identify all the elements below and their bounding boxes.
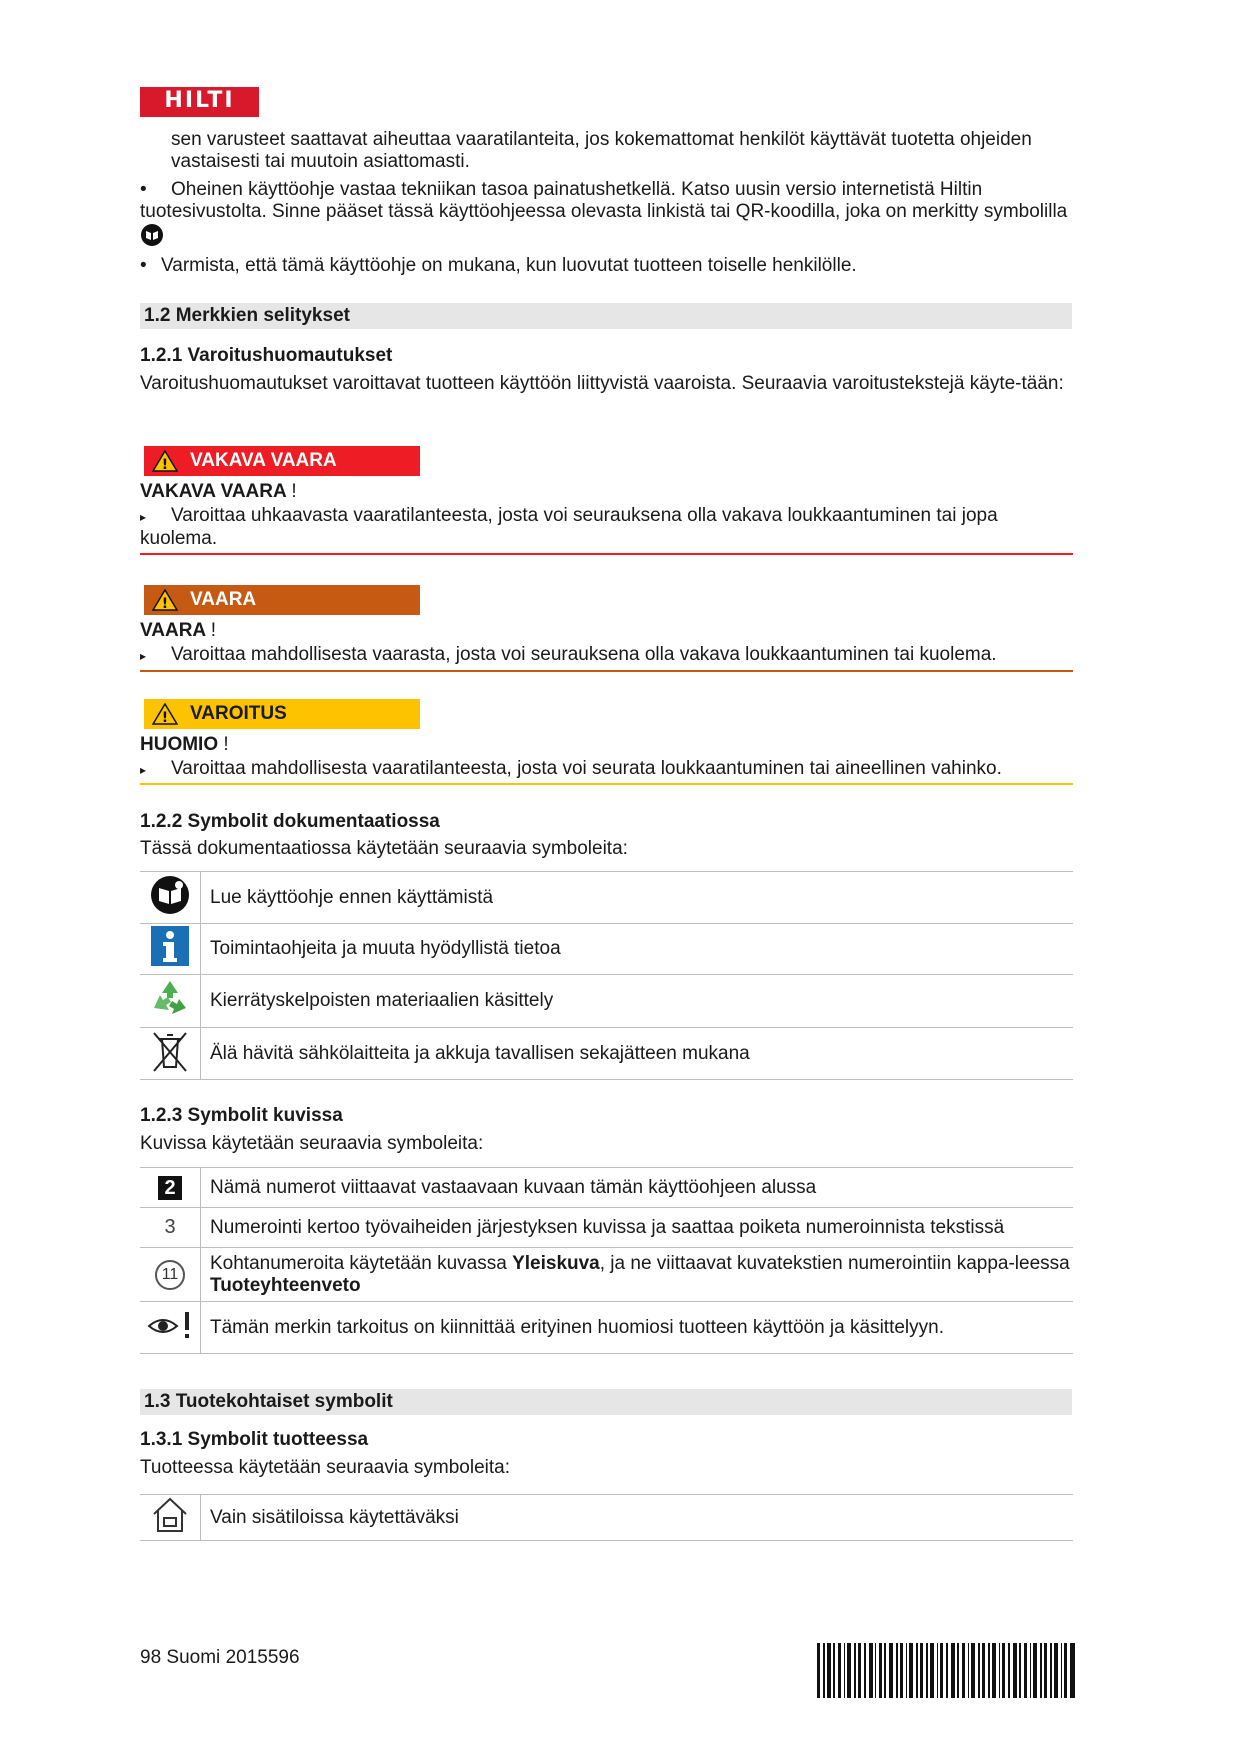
caution-rule xyxy=(140,783,1073,785)
figure-number-icon: 2 xyxy=(158,1176,182,1200)
caution-heading: HUOMIO ! xyxy=(140,734,229,755)
section-1-2-3-intro: Kuvissa käytetään seuraavia symboleita: xyxy=(140,1133,484,1154)
warning-rule xyxy=(140,670,1073,672)
warning-triangle-icon xyxy=(152,703,178,725)
symbol-description: Nämä numerot viittaavat vastaavaan kuvaan tämän käyttöohjeen alussa xyxy=(201,1168,1074,1208)
crossed-bin-icon xyxy=(150,1029,190,1073)
section-1-3-1-title: 1.3.1 Symbolit tuotteessa xyxy=(140,1429,369,1450)
info-icon xyxy=(150,925,190,967)
warning-heading: VAARA ! xyxy=(140,620,217,641)
table-row xyxy=(140,1302,1073,1354)
attention-eye-icon xyxy=(147,1310,193,1340)
warning-triangle-icon xyxy=(152,589,178,611)
section-1-3-title: 1.3 Tuotekohtaiset symbolit xyxy=(140,1389,1072,1415)
table-row xyxy=(140,1028,1073,1080)
symbol-description: Kierrätyskelpoisten materiaalien käsittely xyxy=(201,975,1074,1028)
doc-symbols-table xyxy=(140,871,1073,1080)
product-symbols-table xyxy=(140,1494,1073,1541)
table-row xyxy=(140,1168,1073,1208)
section-1-3-1-intro: Tuotteessa käytetään seuraavia symboleita: xyxy=(140,1457,510,1478)
table-row xyxy=(140,924,1073,975)
recycle-icon xyxy=(150,978,190,1018)
danger-heading: VAKAVA VAARA ! xyxy=(140,481,297,502)
danger-text: ▸ Varoittaa uhkaavasta vaaratilanteesta, josta voi seurauksena olla vakava loukkaantuminen tai jopa kuolema. xyxy=(140,505,998,549)
section-1-2-3-title: 1.2.3 Symbolit kuvissa xyxy=(140,1105,343,1126)
caution-text: ▸ Varoittaa mahdollisesta vaaratilanteesta, josta voi seurata loukkaantuminen tai aineellinen vahinko. xyxy=(140,758,1002,779)
table-row xyxy=(140,1208,1073,1248)
table-row xyxy=(140,1495,1073,1541)
intro-bullet-3: • Varmista, että tämä käyttöohje on mukana, kun luovutat tuotteen toiselle henkilölle. xyxy=(140,255,857,276)
intro-bullet-2-text: Oheinen käyttöohje vastaa tekniikan tasoa painatushetkellä. Katso uusin versio internetistä Hiltin tuotesivustolta. Sinne pääset tässä käyttöohjeessa olevasta linkistä tai QR-koodilla, joka on merkitty symbolilla xyxy=(140,179,1068,222)
svg-text:!: ! xyxy=(161,710,169,725)
read-manual-icon xyxy=(140,223,164,247)
caution-banner: ! VAROITUS xyxy=(144,699,420,729)
symbol-description: Lue käyttöohje ennen käyttämistä xyxy=(201,872,1074,924)
read-manual-icon xyxy=(150,875,190,915)
symbol-description: Tämän merkin tarkoitus on kiinnittää erityinen huomiosi tuotteen käyttöön ja käsittelyyn. xyxy=(201,1302,1074,1354)
symbol-description: Älä hävitä sähkölaitteita ja akkuja tavallisen sekajätteen mukana xyxy=(201,1028,1074,1080)
indoor-use-icon xyxy=(150,1496,190,1534)
svg-text:!: ! xyxy=(161,457,169,472)
intro-continuation: sen varusteet saattavat aiheuttaa vaaratilanteita, jos kokemattomat henkilöt käyttävät tuotetta ohjeiden vastaisesti tai muutoin asiattomasti. xyxy=(171,129,1032,172)
section-1-2-2-title: 1.2.2 Symbolit dokumentaatiossa xyxy=(140,811,440,832)
table-row xyxy=(140,1248,1073,1302)
symbol-description: Toimintaohjeita ja muuta hyödyllistä tietoa xyxy=(201,924,1074,975)
intro-bullet-3-text: Varmista, että tämä käyttöohje on mukana, kun luovutat tuotteen toiselle henkilölle. xyxy=(161,255,857,276)
section-1-2-1-text: Varoitushuomautukset varoittavat tuotteen käyttöön liittyvistä vaaroista. Seuraavia varoitustekstejä käyte-tään: xyxy=(140,373,1064,394)
svg-text:!: ! xyxy=(161,596,169,611)
item-number-icon: 11 xyxy=(155,1260,185,1290)
symbol-description: Numerointi kertoo työvaiheiden järjestyksen kuvissa ja saattaa poiketa numeroinnista tekstissä xyxy=(201,1208,1074,1248)
document-number: 2015596 xyxy=(225,1647,300,1668)
table-row xyxy=(140,872,1073,924)
section-1-2-1-title: 1.2.1 Varoitushuomautukset xyxy=(140,345,393,366)
section-1-2-title: 1.2 Merkkien selitykset xyxy=(140,303,1072,329)
warning-text: ▸ Varoittaa mahdollisesta vaarasta, josta voi seurauksena olla vakava loukkaantuminen tai kuolema. xyxy=(140,644,997,665)
step-number-icon: 3 xyxy=(164,1216,176,1238)
danger-banner: ! VAKAVA VAARA xyxy=(144,446,420,476)
symbol-description: Vain sisätiloissa käytettäväksi xyxy=(201,1495,1074,1541)
figure-symbols-table xyxy=(140,1167,1073,1354)
footer-language: Suomi xyxy=(166,1647,221,1668)
barcode xyxy=(817,1643,1075,1698)
symbol-description: Kohtanumeroita käytetään kuvassa Yleiskuva, ja ne viittaavat kuvatekstien numerointiin kappa-leessa Tuoteyhteenveto xyxy=(201,1248,1074,1302)
footer-text xyxy=(140,1647,300,1669)
section-1-2-2-intro: Tässä dokumentaatiossa käytetään seuraavia symboleita: xyxy=(140,838,628,859)
page-number: 98 xyxy=(140,1647,162,1668)
warning-banner: ! VAARA xyxy=(144,585,420,615)
warning-triangle-icon xyxy=(152,450,178,472)
danger-rule xyxy=(140,553,1073,555)
hilti-logo: HILTI xyxy=(140,87,259,117)
intro-bullet-2: • Oheinen käyttöohje vastaa tekniikan tasoa painatushetkellä. Katso uusin versio internetistä Hiltin tuotesivustolta. Sinne pääset tässä käyttöohjeessa olevasta linkistä tai QR-koodilla, joka on merkitty symbolilla xyxy=(140,179,1075,247)
table-row xyxy=(140,975,1073,1028)
